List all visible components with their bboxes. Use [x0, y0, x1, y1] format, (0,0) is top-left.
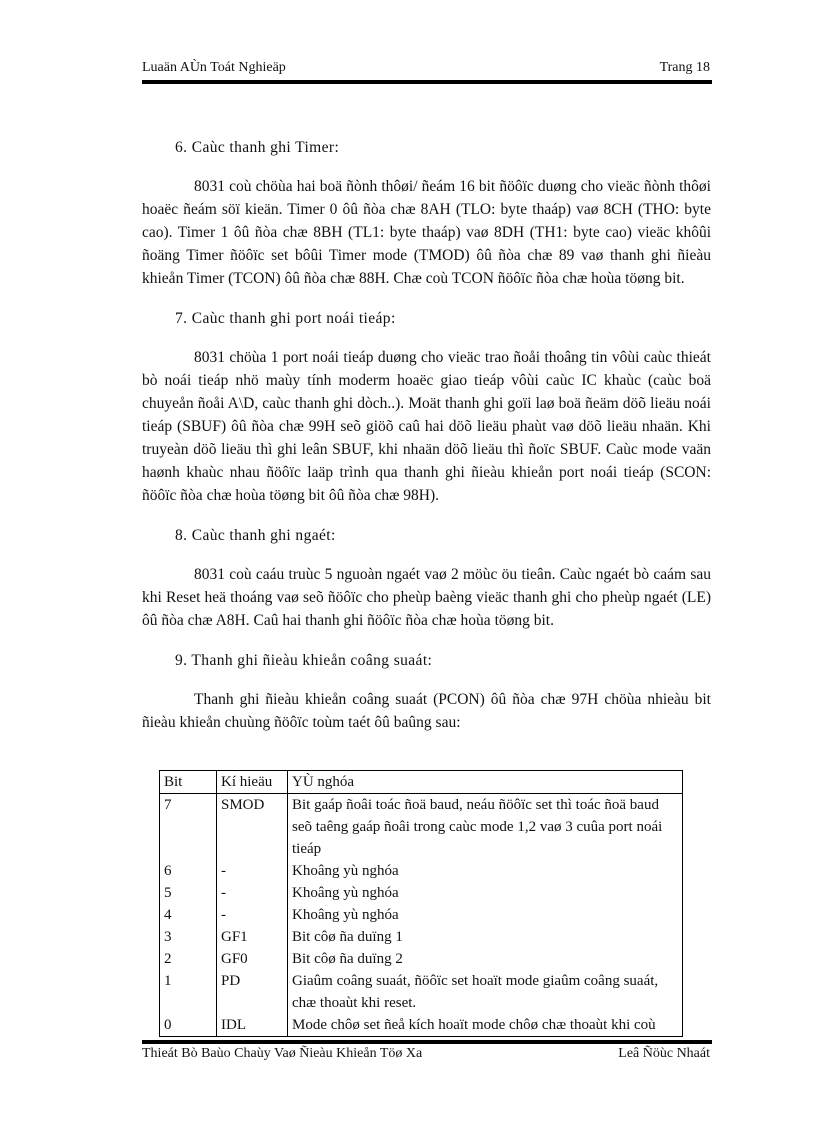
section-paragraph: 8031 coù caáu truùc 5 nguoàn ngaét vaø 2 möùc öu tieân. Caùc ngaét bò caám sau khi Reset heä thoáng vaø seõ ñöôïc cho pheùp baèng vieäc thanh ghi cho pheùp ngaét (LE) ôû ñòa chæ A8H. Caû hai thanh ghi ñöôïc ñòa chæ hoùa töøng bit.	[142, 566, 711, 629]
cell-meaning: Khoâng yù nghóa	[288, 882, 683, 904]
cell-meaning: Bit côø ña duïng 2	[288, 948, 683, 970]
footer-author: Leâ Ñöùc Nhaát	[618, 1046, 710, 1061]
section-paragraph: Thanh ghi ñieàu khieån coâng suaát (PCON) ôû ñòa chæ 97H chöùa nhieàu bit ñieàu khieån chuùng ñöôïc toùm taét ôû baûng sau:	[142, 691, 711, 731]
cell-symbol: GF0	[217, 948, 288, 970]
section-paragraph: 8031 coù chöùa hai boä ñònh thôøi/ ñeám 16 bit ñöôïc duøng cho vieäc ñònh thôøi hoaëc ñeám söï kieän. Timer 0 ôû ñòa chæ 8AH (TLO: byte thaáp) vaø 8CH (THO: byte cao). Timer 1 ôû ñòa chæ 8BH (TL1: byte thaáp) vaø 8DH (TH1: byte cao) vieäc khôûi ñoäng Timer ñöôïc set bôûi Timer mode (TMOD) ôû ñòa chæ 89 vaø thanh ghi ñieàu khieån Timer (TCON) ôû ñòa chæ 88H. Chæ coù TCON ñöôïc ñòa chæ hoùa töøng bit.	[142, 178, 711, 287]
cell-bit: 1	[160, 970, 217, 1014]
table-row	[160, 882, 683, 904]
cell-symbol: IDL	[217, 1014, 288, 1037]
cell-bit: 5	[160, 882, 217, 904]
cell-meaning: Bit côø ña duïng 1	[288, 926, 683, 948]
section-heading: 7. Caùc thanh ghi port noái tieáp:	[175, 310, 396, 327]
cell-meaning: Mode chôø set ñeå kích hoaït mode chôø chæ thoaùt khi coù	[288, 1014, 683, 1037]
section-heading: 6. Caùc thanh ghi Timer:	[175, 139, 340, 156]
section-heading: 8. Caùc thanh ghi ngaét:	[175, 527, 336, 544]
cell-symbol: -	[217, 860, 288, 882]
table-row	[160, 904, 683, 926]
section-heading: 9. Thanh ghi ñieàu khieån coâng suaát:	[175, 652, 433, 669]
table-row	[160, 794, 683, 861]
page-header	[142, 58, 710, 80]
cell-bit: 3	[160, 926, 217, 948]
cell-meaning: Giaûm coâng suaát, ñöôïc set hoaït mode giaûm coâng suaát, chæ thoaùt khi reset.	[288, 970, 683, 1014]
footer-rule	[142, 1040, 712, 1044]
cell-symbol: -	[217, 882, 288, 904]
header-title: Luaän AÙn Toát Nghieäp	[142, 60, 286, 75]
cell-symbol: SMOD	[217, 794, 288, 861]
col-header-meaning: YÙ nghóa	[288, 771, 683, 794]
cell-meaning: Bit gaáp ñoâi toác ñoä baud, neáu ñöôïc set thì toác ñoä baud seõ taêng gaáp ñoâi trong caùc mode 1,2 vaø 3 cuûa port noái tieáp	[288, 794, 683, 861]
page-number: Trang 18	[659, 60, 710, 75]
cell-bit: 4	[160, 904, 217, 926]
page-footer	[142, 1046, 710, 1066]
cell-meaning: Khoâng yù nghóa	[288, 904, 683, 926]
cell-bit: 7	[160, 794, 217, 861]
section-paragraph: 8031 chöùa 1 port noái tieáp duøng cho vieäc trao ñoåi thoâng tin vôùi caùc thieát bò noái tieáp nhö maùy tính moderm hoaëc giao tieáp vôùi caùc IC khaùc (caùc boä chuyeån ñoåi A\D, caùc thanh ghi dòch..). Moät thanh ghi goïi laø boä ñeäm döõ lieäu noái tieáp (SBUF) ôû ñòa chæ 99H seõ giöõ caû hai döõ lieäu phaùt vaø döõ lieäu nhaän. Khi truyeàn döõ lieäu thì ghi leân SBUF, khi nhaän döõ lieäu thì ñoïc SBUF. Caùc mode vaän haønh khaùc nhau ñöôïc laäp trình qua thanh ghi ñieàu khieån port noái tieáp (SCON: ñöôïc ñòa chæ hoùa töøng bit ôû ñòa chæ 98H).	[142, 349, 711, 504]
table-row	[160, 970, 683, 1014]
header-rule	[142, 80, 712, 84]
cell-meaning: Khoâng yù nghóa	[288, 860, 683, 882]
col-header-symbol: Kí hieäu	[217, 771, 288, 794]
cell-bit: 0	[160, 1014, 217, 1037]
footer-title: Thieát Bò Baùo Chaùy Vaø Ñieàu Khieån Töø Xa	[142, 1046, 423, 1061]
table-row	[160, 926, 683, 948]
cell-bit: 6	[160, 860, 217, 882]
section-power-control	[142, 649, 711, 734]
document-body	[142, 136, 711, 751]
table-row	[160, 948, 683, 970]
section-interrupt	[142, 524, 711, 632]
cell-bit: 2	[160, 948, 217, 970]
table-row	[160, 860, 683, 882]
cell-symbol: PD	[217, 970, 288, 1014]
section-timer	[142, 136, 711, 290]
cell-symbol: GF1	[217, 926, 288, 948]
cell-symbol: -	[217, 904, 288, 926]
table-row	[160, 1014, 683, 1037]
col-header-bit: Bit	[160, 771, 217, 794]
pcon-bit-table	[159, 770, 683, 1037]
table-header-row	[160, 771, 683, 794]
section-serial-port	[142, 307, 711, 507]
